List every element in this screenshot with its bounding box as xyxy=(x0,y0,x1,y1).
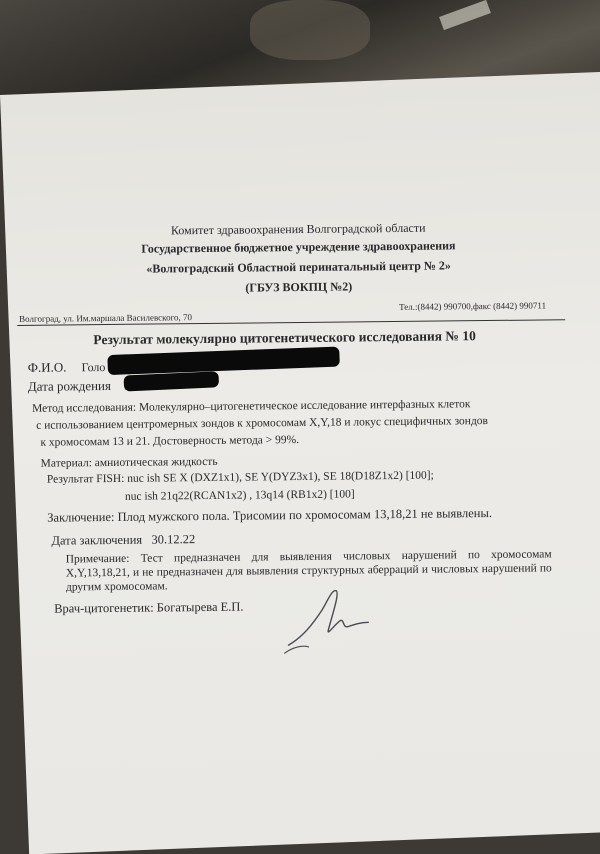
material-line xyxy=(41,456,218,470)
method-text-1: Молекулярно–цитогенетическое исследование интерфазных клеток xyxy=(138,398,471,414)
header-phone: Тел.:(8442) 990700,факс (8442) 990711 xyxy=(398,300,547,312)
conclusion-line xyxy=(47,506,492,526)
fio-value: Голо xyxy=(81,360,106,375)
doctor-line xyxy=(54,600,244,617)
fish-line xyxy=(47,470,434,486)
date-value: 30.12.22 xyxy=(151,532,196,547)
date-line xyxy=(51,532,195,549)
doctor-label: Врач-цитогенетик: xyxy=(54,600,154,616)
dob-label: Дата рождения xyxy=(27,377,112,394)
note-text: Тест предназначен для выявления числовых нарушений по хромосомам X,Y,13,18,21, и не предназначен для выявления структурных аберраций и числовых нарушений по другим хромосомам. xyxy=(65,548,552,594)
fish-label: Результат FISH: xyxy=(46,472,125,486)
doctor-signature xyxy=(282,584,383,655)
header-institution-name: «Волгоградский Областной перинатальный центр № 2» xyxy=(146,258,451,276)
date-label: Дата заключения xyxy=(51,532,143,548)
redaction-name xyxy=(107,347,340,375)
material-label: Материал: xyxy=(40,457,92,470)
conclusion-label: Заключение: xyxy=(47,509,115,525)
fish-result-2: nuc ish 21q22(RCAN1x2) , 13q14 (RB1x2) [100] xyxy=(124,488,355,503)
conclusion-value: Плод мужского пола. Трисомии по хромосомам 13,18,21 не выявлены. xyxy=(117,505,493,524)
header-abbreviation: (ГБУЗ ВОКПЦ №2) xyxy=(245,279,353,295)
fio-label: Ф.И.О. xyxy=(27,359,67,375)
fish-result-1: nuc ish SE X (DXZ1x1), SE Y(DYZ3x1), SE 18(D18Z1x2) [100]; xyxy=(127,469,434,485)
method-text-2: с использованием центромерных зондов к хромосомам X,Y,18 и локус специфичных зондов xyxy=(36,415,489,432)
doctor-name: Богатырева Е.П. xyxy=(156,599,244,615)
redaction-dob xyxy=(123,371,219,391)
document-title: Результат молекулярно цитогенетического исследования № 10 xyxy=(93,328,476,348)
method-text-3: к хромосомам 13 и 21. Достоверность метода > 99%. xyxy=(40,434,300,449)
header-institution-type: Государственное бюджетное учреждение здравоохранения xyxy=(141,238,456,256)
header-committee: Комитет здравоохранения Волгоградской области xyxy=(170,220,426,238)
method-label: Метод исследования: xyxy=(32,401,137,415)
note-label: Примечание: xyxy=(65,552,130,566)
method-line xyxy=(32,398,470,415)
header-address: Волгоград, ул. Им.маршала Василевского, 70 xyxy=(19,312,193,324)
material-value: амниотическая жидкость xyxy=(94,455,218,470)
